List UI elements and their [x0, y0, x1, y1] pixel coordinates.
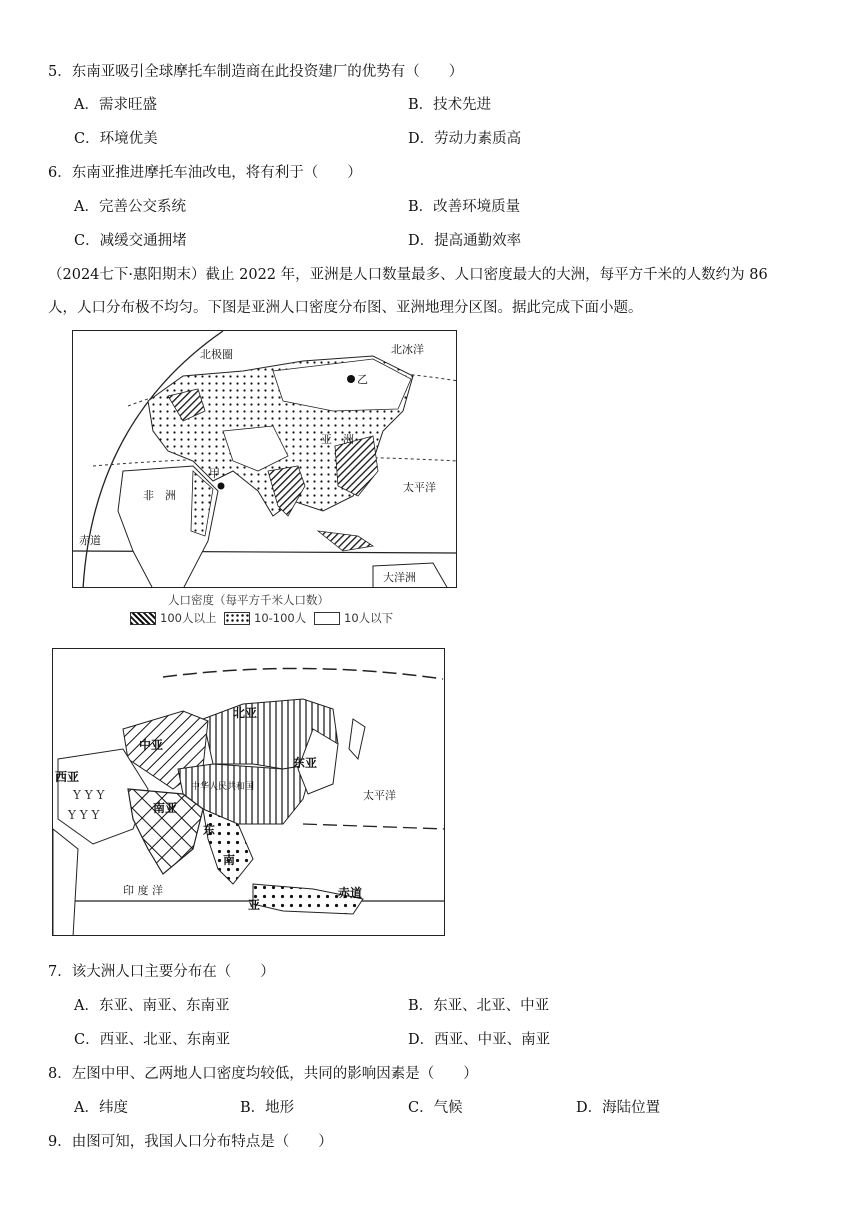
arctic-circle-label: 北极圈 [200, 348, 233, 361]
legend-mid-label: 10-100人 [254, 611, 307, 625]
q6-option-a[interactable]: A．完善公交系统 [74, 199, 186, 215]
west-asia-label: 西亚 [55, 770, 80, 784]
q5-option-a[interactable]: A．需求旺盛 [74, 97, 157, 113]
q6-option-d[interactable]: D．提高通勤效率 [408, 233, 522, 249]
q7-option-c[interactable]: C．西亚、北亚、东南亚 [74, 1032, 231, 1048]
intro-line-1: （2024七下·惠阳期末）截止 2022 年，亚洲是人口数量最多、人口密度最大的大洲，每平方千米的人数约为 86 [48, 267, 768, 283]
central-asia-label: 中亚 [139, 738, 164, 752]
china-label: 中华人民共和国 [191, 782, 255, 792]
jia-label: 甲 [209, 467, 220, 480]
population-density-map-svg [73, 331, 457, 588]
pacific-label: 太平洋 [403, 481, 436, 494]
pacific-ocean-label: 太平洋 [363, 789, 396, 802]
legend-low-label: 10人以下 [344, 611, 394, 625]
q6-option-c[interactable]: C．减缓交通拥堵 [74, 233, 187, 249]
legend-title: 人口密度（每平方千米人口数） [168, 593, 329, 607]
q5-option-d[interactable]: D．劳动力素质高 [408, 131, 522, 147]
legend-mid-swatch [224, 612, 250, 625]
q8-option-b[interactable]: B．地形 [240, 1100, 295, 1116]
jia-marker [218, 483, 225, 490]
yi-label: 乙 [357, 373, 368, 386]
legend-high [130, 610, 216, 626]
equator-label: 赤道 [79, 534, 101, 547]
q7-option-d[interactable]: D．西亚、中亚、南亚 [408, 1032, 551, 1048]
population-density-map [72, 330, 457, 588]
legend-mid [224, 610, 306, 626]
svg-text:Y Y Y: Y Y Y [68, 808, 100, 822]
q8-option-a[interactable]: A．纬度 [74, 1100, 128, 1116]
svg-text:Y Y Y: Y Y Y [73, 788, 105, 802]
q8-option-c[interactable]: C．气候 [408, 1100, 463, 1116]
legend-low-swatch [314, 612, 340, 625]
q6-option-b[interactable]: B．改善环境质量 [408, 199, 521, 215]
indian-ocean-label: 印 度 洋 [123, 884, 163, 897]
q8-option-d[interactable]: D．海陆位置 [576, 1100, 661, 1116]
legend-high-label: 100人以上 [160, 611, 217, 625]
africa-label: 非 洲 [143, 489, 176, 502]
asia-regions-map [52, 648, 445, 936]
question-6-stem: 6．东南亚推进摩托车油改电，将有利于（ ） [48, 165, 362, 181]
southeast-asia-label-3: 亚 [248, 898, 261, 912]
density-legend [72, 592, 457, 632]
east-asia-label: 东亚 [293, 756, 318, 770]
question-7-stem: 7．该大洲人口主要分布在（ ） [48, 964, 275, 980]
equator-label-2: 赤道 [338, 886, 363, 900]
arctic-ocean-label: 北冰洋 [391, 343, 424, 356]
q5-option-b[interactable]: B．技术先进 [408, 97, 492, 113]
q5-option-c[interactable]: C．环境优美 [74, 131, 158, 147]
asia-regions-map-svg [53, 649, 445, 936]
intro-line-2: 人，人口分布极不均匀。下图是亚洲人口密度分布图、亚洲地理分区图。据此完成下面小题。 [48, 300, 643, 316]
q7-option-b[interactable]: B．东亚、北亚、中亚 [408, 998, 550, 1014]
question-5-stem: 5．东南亚吸引全球摩托车制造商在此投资建厂的优势有（ ） [48, 64, 464, 80]
southeast-asia-label-1: 东 [203, 823, 216, 837]
south-asia-label: 南亚 [153, 801, 178, 815]
asia-label: 亚 洲 [321, 433, 354, 446]
q7-option-a[interactable]: A．东亚、南亚、东南亚 [74, 998, 230, 1014]
southeast-asia-label-2: 南 [223, 853, 236, 867]
question-8-stem: 8．左图中甲、乙两地人口密度均较低，共同的影响因素是（ ） [48, 1066, 478, 1082]
yi-marker [347, 375, 355, 383]
legend-low [314, 610, 393, 626]
legend-high-swatch [130, 612, 156, 625]
north-asia-label: 北亚 [233, 706, 258, 720]
oceania-label: 大洋洲 [383, 571, 416, 584]
question-9-stem: 9．由图可知，我国人口分布特点是（ ） [48, 1134, 333, 1150]
